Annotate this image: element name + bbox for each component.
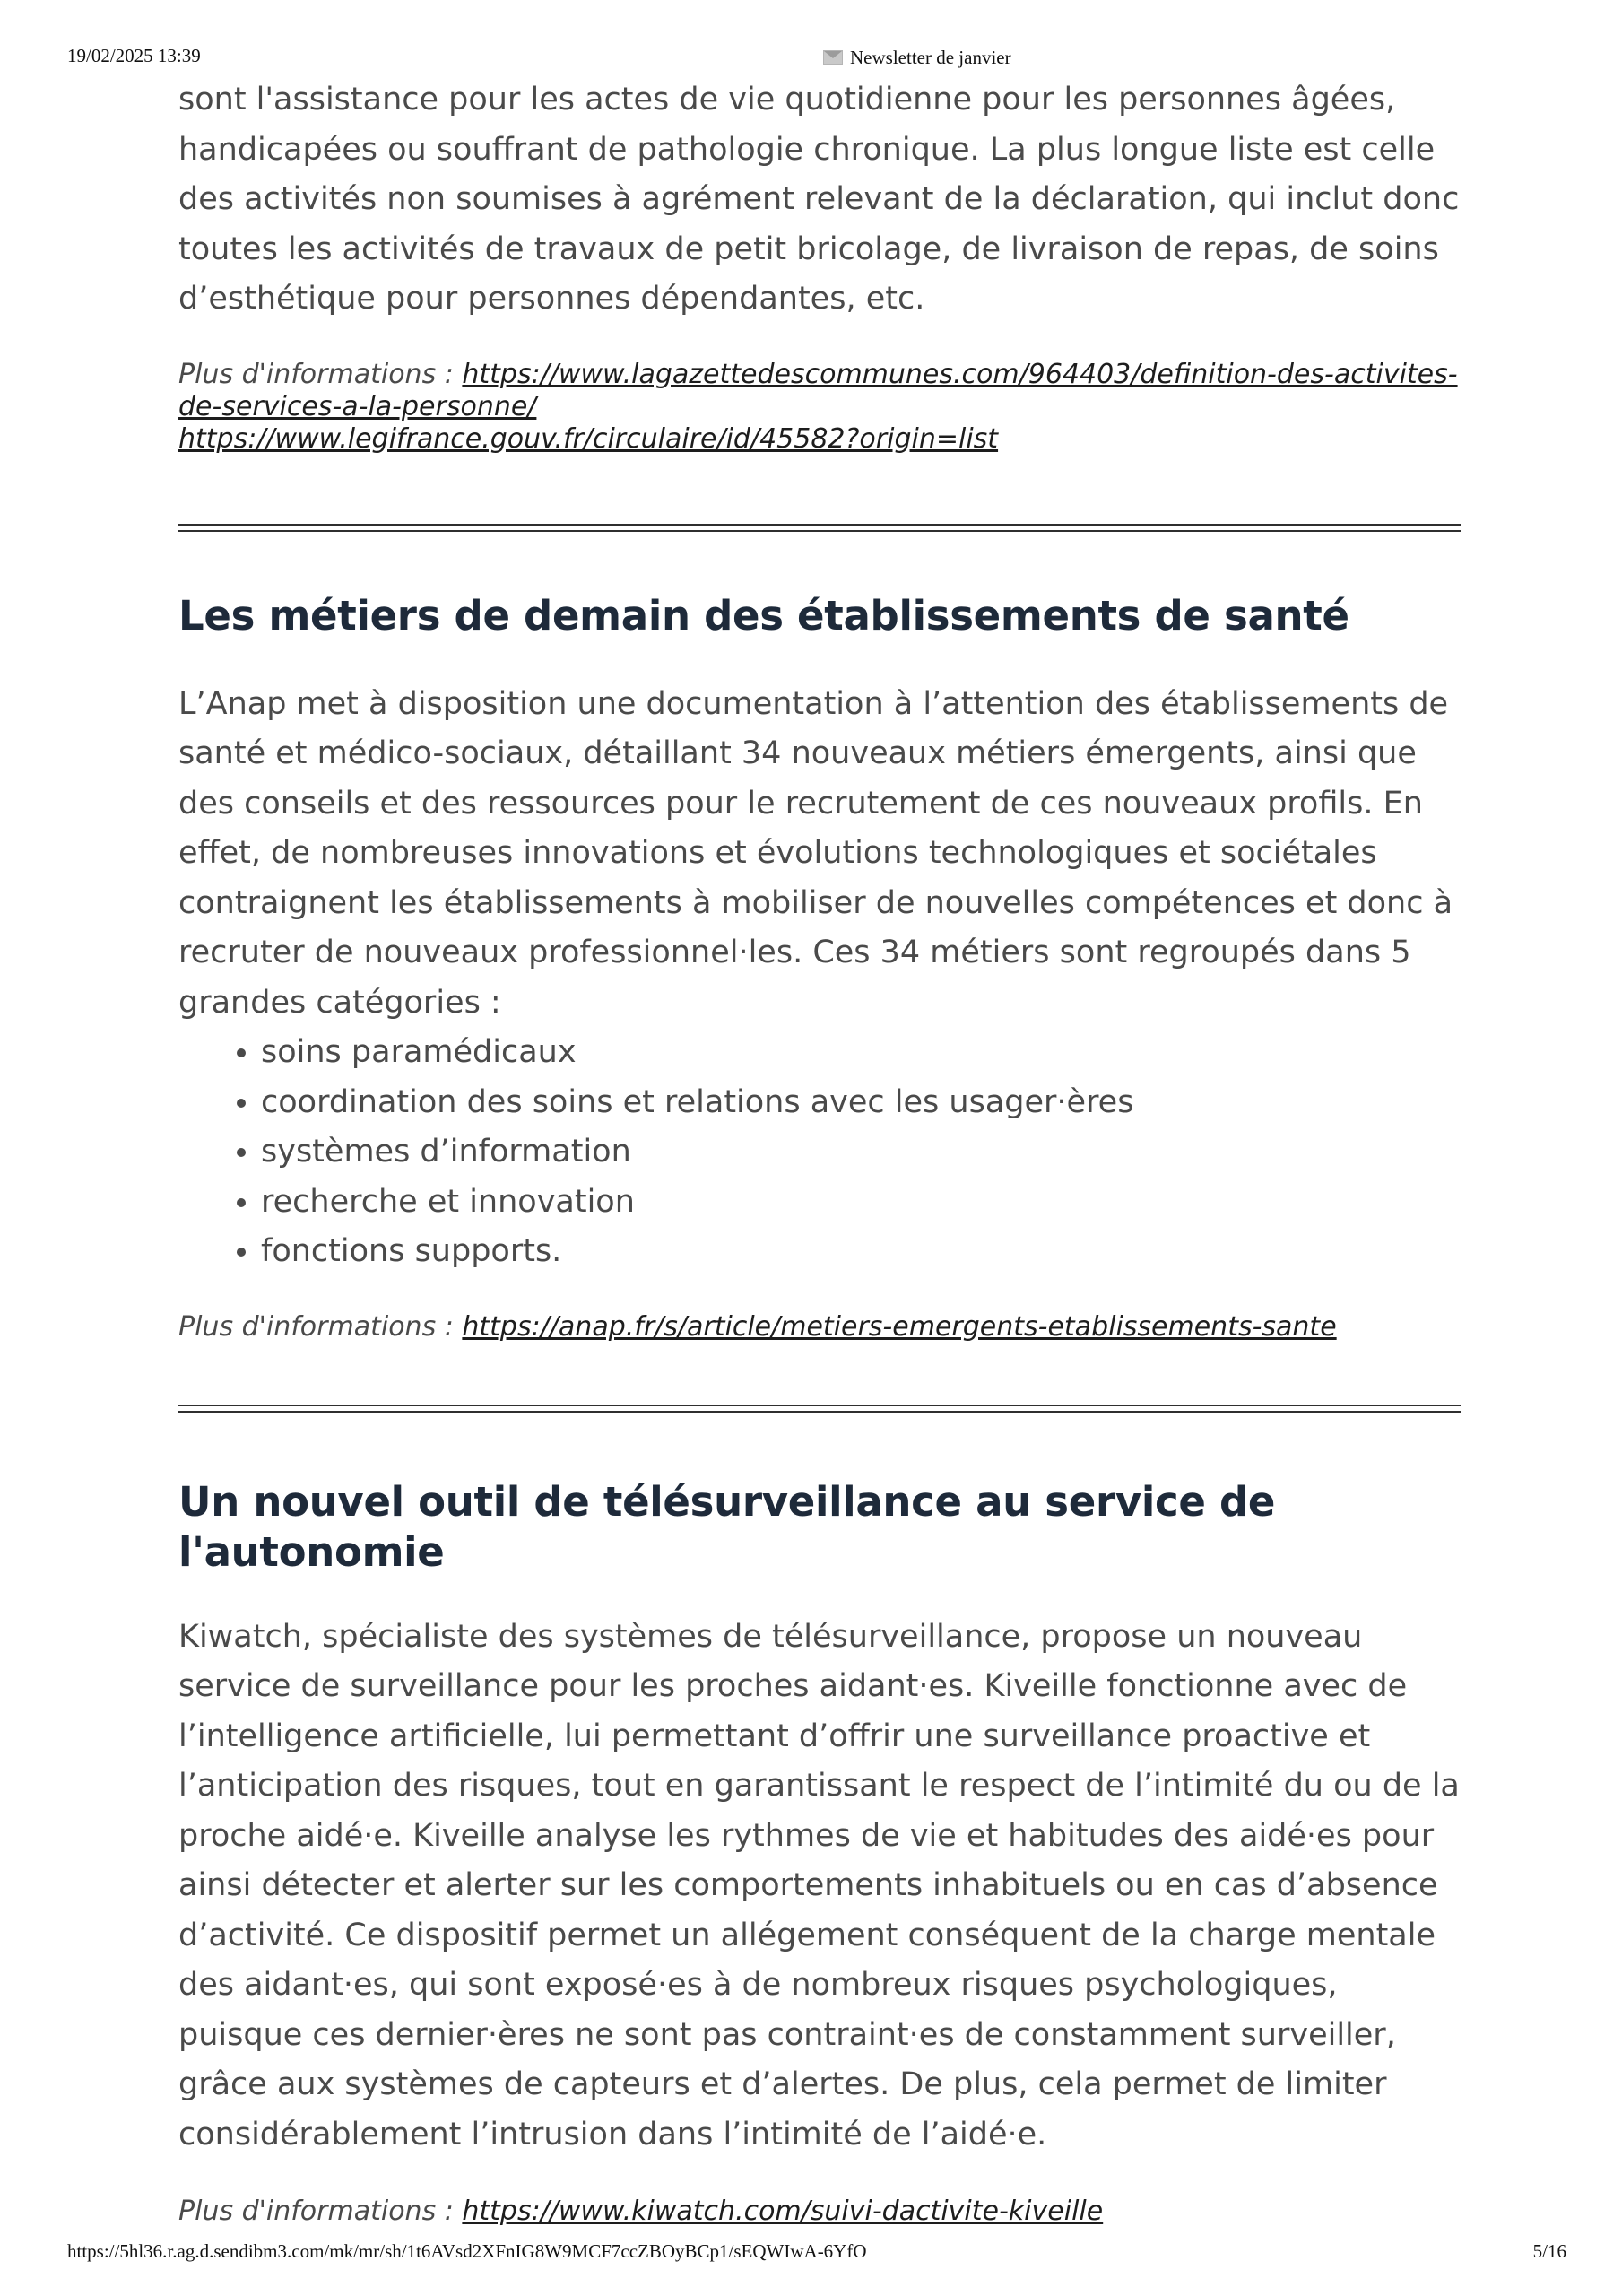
intro-paragraph: sont l'assistance pour les actes de vie quotidienne pour les personnes âgées, handicapées ou souffrant de pathologie chronique. La plus longue liste est celle des activités non soumises à agrément relevant de la déclaration, qui inclut donc toutes les activités de travaux de petit bricolage, de livraison de repas, de soins d’esthétique pour personnes dépendantes, etc. bbox=[178, 82, 1460, 317]
section-paragraph: Kiwatch, spécialiste des systèmes de télésurveillance, propose un nouveau service de surveillance pour les proches aidant·es. Kiveille fonctionne avec de l’intelligence artificielle, lui permettant d’offrir une surveillance proactive et l’anticipation des risques, tout en garantissant le respect de l’intimité du ou de la proche aidé·e. Kiveille analyse les rythmes de vie et habitudes des aidé·es pour ainsi détecter et alerter sur les comportements inhabituels ou en cas d’absence d’activité. Ce dispositif permet un allégement conséquent de la charge mentale des aidant·es, qui sont exposé·es à de nombreux risques psychologiques, puisque ces dernier·ères ne sont pas contraint·es de constamment surveiller, grâce aux systèmes de capteurs et d’alertes. De plus, cela permet de limiter considérablement l’intrusion dans l’intimité de l’aidé·e. bbox=[178, 1618, 1460, 2152]
info-label: Plus d'informations : bbox=[178, 358, 463, 390]
list-item: • coordination des soins et relations avec les usager·ères bbox=[261, 1078, 1461, 1128]
categories-list bbox=[178, 1028, 1461, 1277]
gazette-link[interactable]: https://www.lagazettedescommunes.com/964403/definition-des-activites-de-services-a-la-personne/ bbox=[178, 358, 1458, 422]
section-title: Un nouvel outil de télésurveillance au service de l'autonomie bbox=[178, 1477, 1276, 1576]
print-title-text: Newsletter de janvier bbox=[850, 47, 1011, 68]
section-divider bbox=[178, 524, 1461, 532]
section-paragraph: L’Anap met à disposition une documentation à l’attention des établissements de santé et médico-sociaux, détaillant 34 nouveaux métiers émergents, ainsi que des conseils et des ressources pour le recrutement de ces nouveaux profils. En effet, de nombreuses innovations et évolutions technologiques et sociétales contraignent les établissements à mobiliser de nouvelles compétences et donc à recruter de nouveaux professionnel·les. Ces 34 métiers sont regroupés dans 5 grandes catégories : bbox=[178, 685, 1453, 1021]
page-number: 5/16 bbox=[1532, 2240, 1566, 2262]
kiwatch-link[interactable]: https://www.kiwatch.com/suivi-dactivite-kiveille bbox=[462, 2196, 1104, 2227]
legifrance-link[interactable]: https://www.legifrance.gouv.fr/circulaire/id/45582?origin=list bbox=[178, 422, 999, 455]
intro-info bbox=[178, 359, 1461, 456]
info-label: Plus d'informations : bbox=[178, 1310, 463, 1343]
section-info bbox=[178, 1311, 1461, 1344]
print-url: https://5hl36.r.ag.d.sendibm3.com/mk/mr/sh/1t6AVsd2XFnIG8W9MCF7ccZBOyBCp1/sEQWIwA-6YfO bbox=[67, 2240, 867, 2262]
print-date: 19/02/2025 13:39 bbox=[67, 45, 201, 66]
envelope-icon bbox=[823, 50, 843, 65]
anap-link[interactable]: https://anap.fr/s/article/metiers-emergents-etablissements-sante bbox=[462, 1310, 1337, 1343]
list-item: • systèmes d’information bbox=[261, 1127, 1461, 1178]
print-title bbox=[823, 47, 1011, 69]
info-label: Plus d'informations : bbox=[178, 2196, 463, 2227]
newsletter-content bbox=[178, 75, 1461, 2228]
section-title: Les métiers de demain des établissements de santé bbox=[178, 591, 1349, 639]
list-item: • fonctions supports. bbox=[261, 1227, 1461, 1277]
section-divider bbox=[178, 1405, 1461, 1413]
list-item: • recherche et innovation bbox=[261, 1178, 1461, 1228]
section-info bbox=[178, 2196, 1461, 2228]
list-item: • soins paramédicaux bbox=[261, 1028, 1461, 1078]
